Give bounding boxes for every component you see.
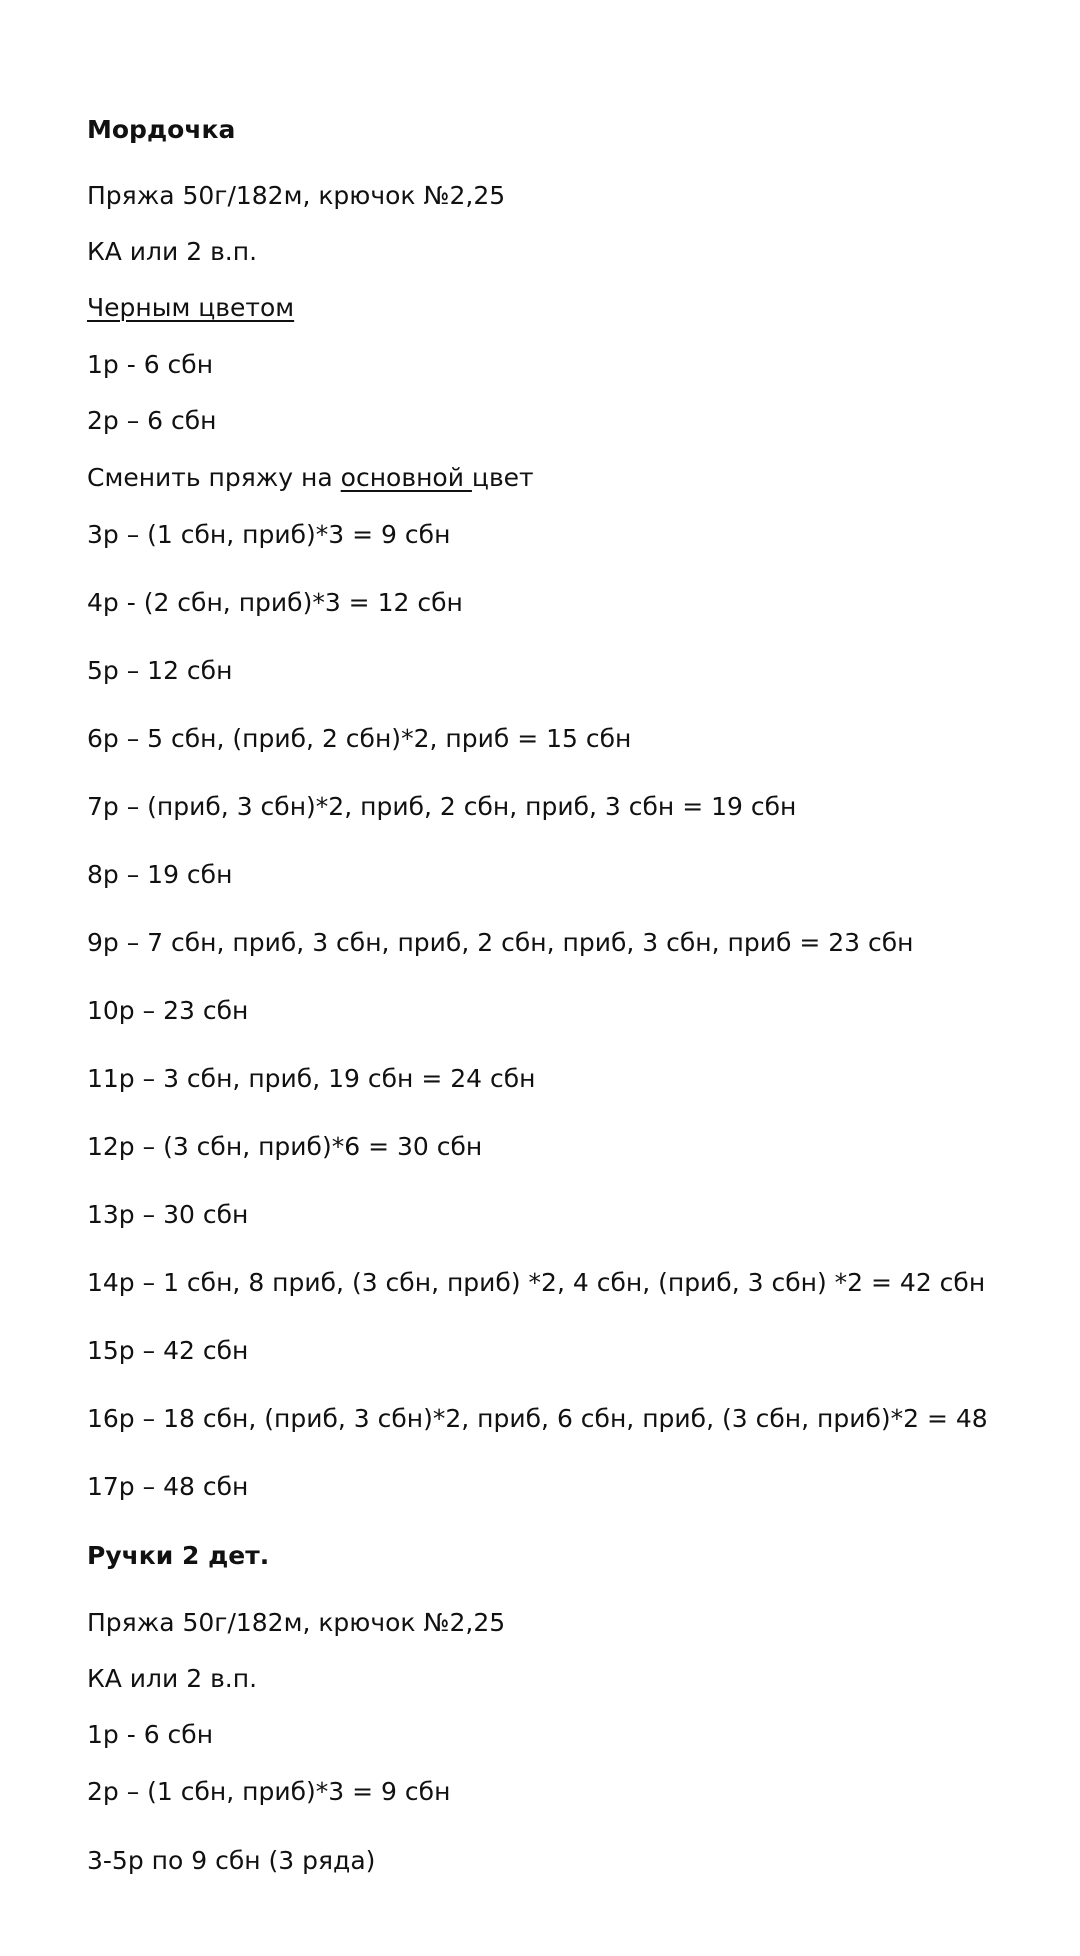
row-7: 7р – (приб, 3 сбн)*2, приб, 2 сбн, приб, 3 сбн = 19 сбн	[87, 792, 797, 821]
row-15: 15р – 42 сбн	[87, 1336, 249, 1365]
change-yarn-text: Сменить пряжу на	[87, 463, 341, 492]
row-6: 6р – 5 сбн, (приб, 2 сбн)*2, приб = 15 сбн	[87, 724, 632, 753]
main-color-text: основной	[340, 463, 472, 492]
row-8: 8р – 19 сбн	[87, 860, 233, 889]
row-17: 17р – 48 сбн	[87, 1472, 249, 1501]
row-12: 12р – (3 сбн, приб)*6 = 30 сбн	[87, 1132, 483, 1161]
row-5: 5р – 12 сбн	[87, 656, 233, 685]
start-instruction-arms: КА или 2 в.п.	[87, 1664, 258, 1693]
row-9: 9р – 7 сбн, приб, 3 сбн, приб, 2 сбн, приб, 3 сбн, приб = 23 сбн	[87, 928, 914, 957]
row-2: 2р – 6 сбн	[87, 406, 217, 435]
change-yarn-note	[87, 462, 534, 494]
yarn-spec-arms: Пряжа 50г/182м, крючок №2,25	[87, 1608, 506, 1637]
row-4: 4р - (2 сбн, приб)*3 = 12 сбн	[87, 588, 463, 617]
section-title-face: Мордочка	[87, 115, 236, 144]
row-3: 3р – (1 сбн, приб)*3 = 9 сбн	[87, 520, 451, 549]
row-1: 1р - 6 сбн	[87, 350, 214, 379]
row-13: 13р – 30 сбн	[87, 1200, 249, 1229]
row-11: 11р – 3 сбн, приб, 19 сбн = 24 сбн	[87, 1064, 536, 1093]
row-16: 16р – 18 сбн, (приб, 3 сбн)*2, приб, 6 сбн, приб, (3 сбн, приб)*2 = 48	[87, 1404, 988, 1433]
yarn-spec: Пряжа 50г/182м, крючок №2,25	[87, 181, 506, 210]
color-note: Черным цветом	[87, 293, 295, 322]
row-14: 14р – 1 сбн, 8 приб, (3 сбн, приб) *2, 4 сбн, (приб, 3 сбн) *2 = 42 сбн	[87, 1268, 986, 1297]
section-title-arms: Ручки 2 дет.	[87, 1541, 270, 1570]
arms-rows-3-5: 3-5р по 9 сбн (3 ряда)	[87, 1846, 376, 1875]
row-10: 10р – 23 сбн	[87, 996, 249, 1025]
arms-row-2: 2р – (1 сбн, приб)*3 = 9 сбн	[87, 1777, 451, 1806]
start-instruction: КА или 2 в.п.	[87, 237, 258, 266]
arms-row-1: 1р - 6 сбн	[87, 1720, 214, 1749]
change-yarn-text-end: цвет	[471, 463, 534, 492]
